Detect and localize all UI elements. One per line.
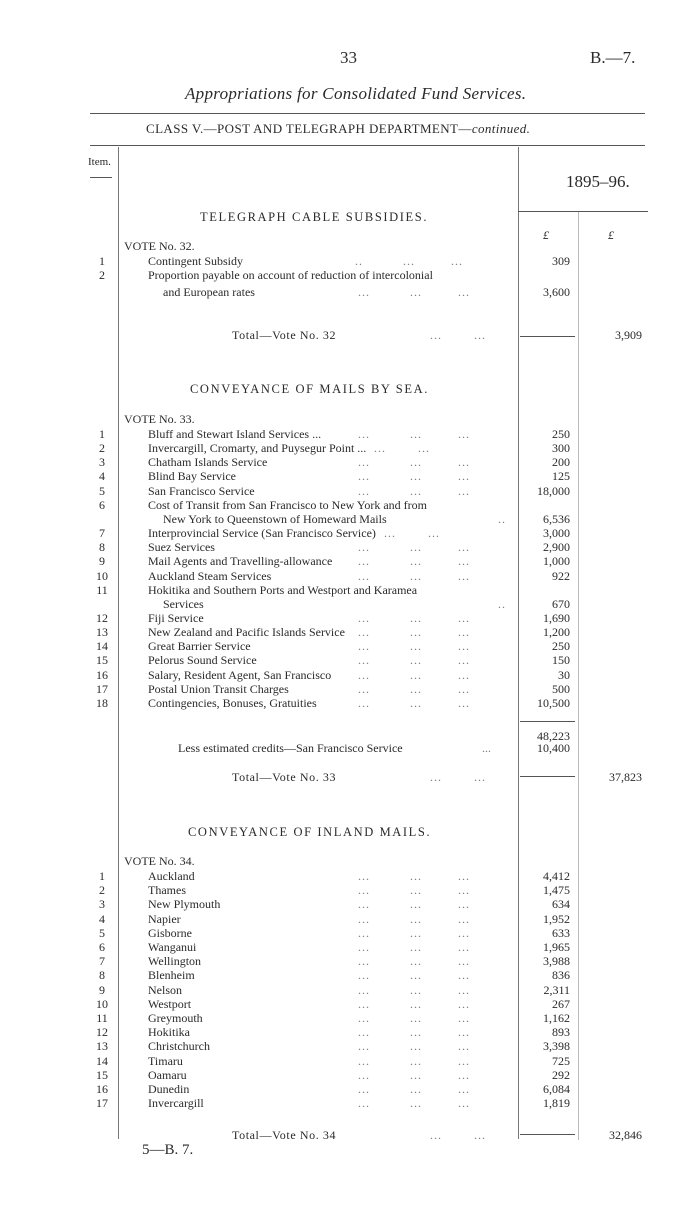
amount-column-divider: [518, 147, 519, 1139]
item-column-divider: [118, 147, 119, 1139]
total-vote-33-amount: 37,823: [609, 770, 642, 784]
sea-subtotal: 48,223: [537, 729, 570, 743]
less-credits-label: Less estimated credits—San Francisco Service: [178, 741, 403, 755]
vote-32-label: VOTE No. 32.: [124, 239, 195, 253]
subtotal-rule: [520, 721, 575, 722]
year-rule: [518, 211, 648, 212]
total-rule: [520, 776, 575, 777]
page-number: 33: [340, 48, 357, 67]
section-heading-sea: CONVEYANCE OF MAILS BY SEA.: [190, 382, 429, 396]
item-column-header: Item.: [88, 156, 111, 168]
fiscal-year-header: 1895–96.: [566, 172, 630, 191]
total-vote-32-label: Total—Vote No. 32: [232, 328, 337, 342]
footer-signature: 5—B. 7.: [142, 1142, 194, 1158]
page-title: Appropriations for Consolidated Fund Services.: [185, 84, 527, 103]
vote-34-label: VOTE No. 34.: [124, 854, 195, 868]
subtotal-column-divider: [578, 212, 579, 1140]
total-vote-33-label: Total—Vote No. 33: [232, 770, 337, 784]
title-rule: [90, 113, 645, 114]
total-rule: [520, 1134, 575, 1135]
pound-symbol-totals: £: [608, 228, 614, 242]
total-vote-34-amount: 32,846: [609, 1128, 642, 1142]
section-heading-inland: CONVEYANCE OF INLAND MAILS.: [188, 825, 432, 839]
header-rule: [90, 145, 645, 146]
total-rule: [520, 336, 575, 337]
document-reference: B.—7.: [590, 48, 636, 67]
less-credits-amount: 10,400: [537, 741, 570, 755]
section-heading-cable: TELEGRAPH CABLE SUBSIDIES.: [200, 210, 429, 224]
total-vote-34-label: Total—Vote No. 34: [232, 1128, 337, 1142]
total-vote-32-amount: 3,909: [615, 328, 642, 342]
item-header-underline: [90, 177, 112, 178]
vote-33-label: VOTE No. 33.: [124, 412, 195, 426]
class-heading: CLASS V.—POST AND TELEGRAPH DEPARTMENT—continued.: [146, 121, 531, 136]
class-continued: continued.: [471, 121, 531, 136]
pound-symbol-items: £: [543, 228, 549, 242]
